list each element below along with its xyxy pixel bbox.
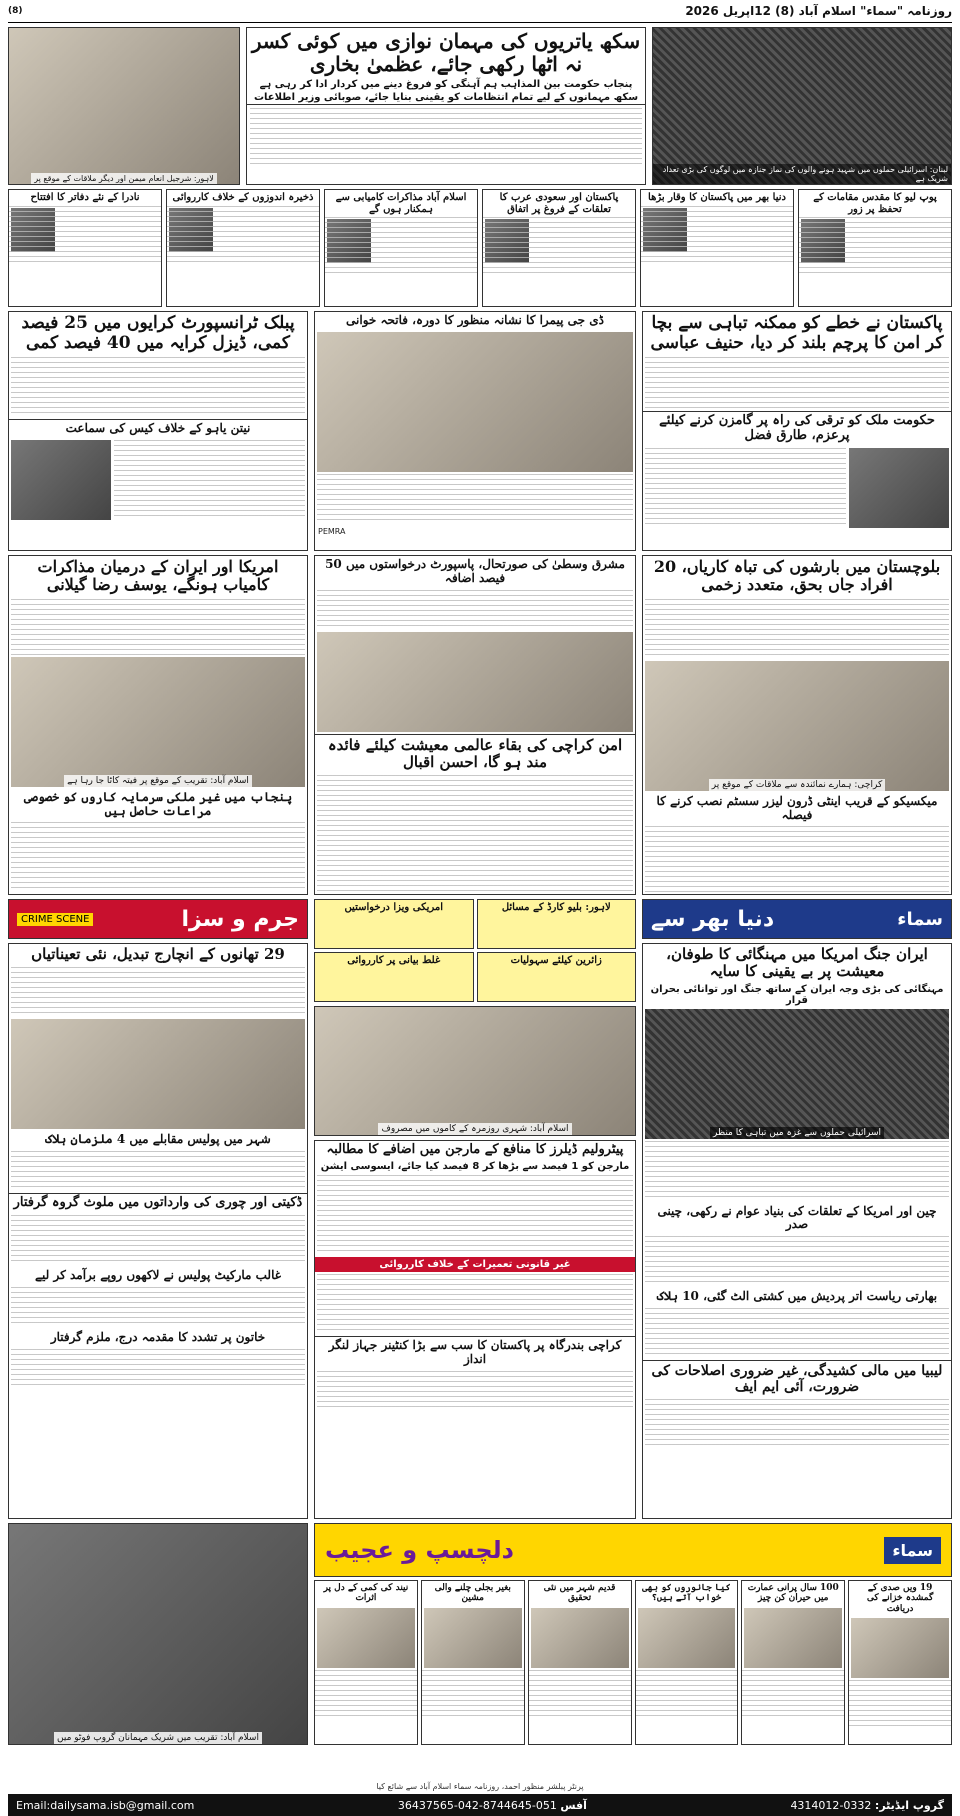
- top-headline: سکھ یاتریوں کی مہمان نوازی میں کوئی کسر نہ اٹھا رکھی جائے، عظمیٰ بخاری: [251, 29, 641, 76]
- balochistan-body: [645, 599, 949, 659]
- transport-story: [8, 311, 308, 551]
- fun-item-title: بغیر بجلی چلنے والی مشین: [434, 1583, 511, 1604]
- fun-banner: [314, 1523, 952, 1577]
- tariq-photo: [849, 448, 949, 528]
- woman-case-headline: خاتون پر تشدد کا مقدمہ درج، ملزم گرفتار: [50, 1329, 266, 1344]
- mini-headline: دنیا بھر میں پاکستان کا وقار بڑھا: [648, 192, 786, 203]
- balochistan-caption: کراچی: ہمارے نمائندہ سے ملاقات کے موقع پر: [709, 779, 886, 791]
- fun-item-photo: [531, 1608, 629, 1668]
- center-photo-caption: اسلام آباد: شہری روزمرہ کے کاموں میں مصروف: [378, 1123, 571, 1135]
- fun-item-body: [849, 1680, 951, 1730]
- fun-item-title: کیا جانوروں کو بھی خواب آتے ہیں؟: [642, 1583, 731, 1604]
- masthead: [8, 0, 952, 23]
- group-photo-caption: اسلام آباد: تقریب میں شریک مہمانان گروپ فوٹو میں: [54, 1732, 262, 1744]
- passport-headline: مشرق وسطیٰ کی صورتحال، پاسپورٹ درخواستوں میں 50 فیصد اضافہ: [325, 557, 625, 585]
- investors-body: [11, 822, 305, 892]
- market-body: [11, 1287, 305, 1327]
- tariq-body: [645, 448, 846, 528]
- port-body: [317, 1371, 633, 1411]
- fun-section: [314, 1523, 952, 1745]
- mini-story: [8, 189, 162, 307]
- fun-item-title: 100 سال پرانی عمارت میں حیران کن چیز: [747, 1583, 839, 1604]
- encounter-body: [11, 1151, 305, 1191]
- balochistan-photo: [645, 661, 949, 791]
- ahsan-headline: امن کراچی کی بقاء عالمی معیشت کیلئے فائدہ مند ہو گا، احسن اقبال: [315, 734, 635, 774]
- mini-body: [641, 206, 793, 262]
- fun-item-body: [315, 1670, 417, 1720]
- center-tag: [314, 952, 474, 1002]
- fun-item: [848, 1580, 952, 1745]
- fun-item: [421, 1580, 525, 1745]
- fun-banner-title: دلچسپ و عجیب: [325, 1536, 514, 1564]
- mini-headline: نادرا کے نئے دفاتر کا افتتاح: [30, 192, 140, 203]
- world-stories: [642, 943, 952, 1519]
- funeral-photo: [652, 27, 952, 185]
- world-headline: ایران جنگ امریکا میں مہنگائی کا طوفان، معیشت پر بے یقینی کا سایہ: [666, 945, 928, 981]
- fun-item: [635, 1580, 739, 1745]
- crime-headline: 29 تھانوں کے انچارج تبدیل، نئی تعیناتیاں: [31, 945, 285, 963]
- india-body: [645, 1308, 949, 1358]
- gilani-headline: امریکا اور ایران کے درمیان مذاکرات کامیاب ہونگے، یوسف رضا گیلانی: [37, 557, 279, 595]
- port-headline: کراچی بندرگاہ پر پاکستان کا سب سے بڑا کنٹینر جہاز لنگر انداز: [315, 1336, 635, 1369]
- mini-story: [482, 189, 636, 307]
- mini-body: [9, 206, 161, 262]
- meeting-photo: [8, 27, 240, 185]
- transport-body: [11, 357, 305, 417]
- fun-item-photo: [851, 1618, 949, 1678]
- mini-headline: اسلام آباد مذاکرات کامیابی سے ہمکنار ہوں گے: [335, 192, 467, 215]
- petroleum-story: [314, 1140, 636, 1519]
- mini-body: [799, 217, 951, 273]
- mini-story: [640, 189, 794, 307]
- center-tag: [477, 899, 637, 949]
- center-tag-text: غلط بیانی پر کارروائی: [347, 955, 441, 966]
- netanyahu-photo: [11, 440, 111, 520]
- robbery-body: [11, 1215, 305, 1265]
- china-headline: چین اور امریکا کے تعلقات کی بنیاد عوام نے رکھی، چینی صدر: [657, 1203, 937, 1232]
- top-subhead-1: پنجاب حکومت بین المذاہب ہم آہنگی کو فروغ دینے میں کردار ادا کر رہی ہے: [259, 79, 633, 90]
- top-story: [246, 27, 646, 185]
- mini-headline: ذخیرہ اندوزوں کے خلاف کارروائی: [172, 192, 314, 203]
- center-tag-text: لاہور: بلیو کارڈ کے مسائل: [501, 902, 611, 913]
- crime-scene-tag: CRIME SCENE: [17, 913, 93, 926]
- petroleum-sub: مارجن کو 1 فیصد سے بڑھا کر 8 فیصد کیا جائے، ایسوسی ایشن: [320, 1160, 630, 1172]
- petroleum-body: [317, 1175, 633, 1255]
- mini-body: [325, 217, 477, 273]
- pemra-photo: [317, 332, 633, 472]
- mini-story: [798, 189, 952, 307]
- pemra-body: [317, 474, 633, 524]
- fun-item-photo: [317, 1608, 415, 1668]
- world-banner: [642, 899, 952, 939]
- masthead-title: روزنامہ "سماء" اسلام آباد (8) 12اپریل 2026: [685, 4, 952, 18]
- netanyahu-body: [114, 440, 305, 520]
- pemra-story: [314, 311, 636, 551]
- fun-item-body: [742, 1670, 844, 1720]
- center-tag-text: زائرین کیلئے سہولیات: [510, 955, 602, 966]
- fun-brand: سماء: [884, 1537, 941, 1564]
- mini-headline: پوپ لیو کا مقدس مقامات کے تحفظ پر زور: [813, 192, 937, 215]
- office-phones: 051-8744645-042-36437565: [397, 1798, 557, 1812]
- fun-item-title: 19 ویں صدی کے گمشدہ خزانے کی دریافت: [866, 1583, 934, 1614]
- red-note: غیر قانونی تعمیرات کے خلاف کارروائی: [315, 1257, 635, 1272]
- encounter-headline: شہر میں پولیس مقابلے میں 4 ملزمان ہلاک: [45, 1132, 271, 1147]
- ribbon-photo: [11, 657, 305, 787]
- print-credit: پرنٹر پبلشر منظور احمد، روزنامہ سماء اسلام آباد سے شائع کیا: [376, 1782, 584, 1791]
- mini-story: [166, 189, 320, 307]
- crime-column: [8, 899, 308, 1519]
- center-photo: [314, 1006, 636, 1136]
- center-tag: [314, 899, 474, 949]
- india-headline: بھارتی ریاست اتر پردیش میں کشتی الٹ گئی، 10 ہلاک: [656, 1289, 938, 1304]
- footer-email[interactable]: Email:dailysama.isb@gmail.com: [16, 1798, 195, 1812]
- fun-item-photo: [638, 1608, 736, 1668]
- gaza-caption: اسرائیلی حملوں سے غزہ میں تباہی کا منظر: [710, 1127, 884, 1139]
- pemra-caption: PEMRA: [318, 526, 346, 536]
- fun-item: [314, 1580, 418, 1745]
- editor-label: گروپ ایڈیٹر:: [874, 1798, 944, 1812]
- netanyahu-headline: نیتن یاہو کے خلاف کیس کی سماعت: [9, 419, 307, 438]
- ahsan-body: [317, 775, 633, 895]
- robbery-headline: ڈکیتی اور چوری کی وارداتوں میں ملوث گروہ گرفتار: [9, 1193, 307, 1213]
- center-tag-text: امریکی ویزا درخواستیں: [344, 902, 444, 913]
- world-banner-title: دنیا بھر سے: [651, 906, 775, 932]
- investors-headline: پنجاب میں غیر ملکی سرمایہ کاروں کو خصوصی مراعات حاصل ہیں: [23, 789, 293, 818]
- abbasi-headline: پاکستان نے خطے کو ممکنہ تباہی سے بچا کر امن کا پرچم بلند کر دیا، حنیف عباسی: [650, 313, 944, 353]
- center-body-2: [317, 1274, 633, 1334]
- transport-headline: پبلک ٹرانسپورٹ کرایوں میں 25 فیصد کمی، ڈیزل کرایہ میں 40 فیصد کمی: [21, 313, 295, 353]
- fun-item-body: [529, 1670, 631, 1720]
- office-label: آفس: [560, 1798, 587, 1812]
- fun-item-photo: [424, 1608, 522, 1668]
- top-body-text: [250, 108, 642, 164]
- fun-item-title: نیند کی کمی کے دل پر اثرات: [323, 1583, 409, 1604]
- gaza-photo: [645, 1009, 949, 1139]
- mini-body: [483, 217, 635, 273]
- crime-stories: [8, 943, 308, 1519]
- crime-photo: [11, 1019, 305, 1129]
- fun-item-body: [636, 1670, 738, 1720]
- fun-item-body: [422, 1670, 524, 1720]
- petroleum-headline: پیٹرولیم ڈیلرز کا منافع کے مارجن میں اضافے کا مطالبہ: [326, 1142, 624, 1157]
- balochistan-headline: بلوچستان میں بارشوں کی تباہ کاریاں، 20 افراد جاں بحق، متعدد زخمی: [653, 557, 941, 595]
- tariq-headline: حکومت ملک کو ترقی کی راہ پر گامزن کرنے کیلئے پرعزم، طارق فضل: [643, 411, 951, 446]
- meeting-hall-photo: [317, 632, 633, 732]
- center-tag: [477, 952, 637, 1002]
- world-brand: سماء: [897, 908, 943, 930]
- crime-body: [11, 967, 305, 1017]
- editor-phone: 0332-4314012: [790, 1798, 872, 1812]
- passport-body: [317, 590, 633, 630]
- abbasi-story: [642, 311, 952, 551]
- woman-case-body: [11, 1349, 305, 1389]
- masthead-page-no: (8): [8, 6, 23, 16]
- mini-body: [167, 206, 319, 262]
- fun-item: [741, 1580, 845, 1745]
- balochistan-story: [642, 555, 952, 895]
- group-photo: [8, 1523, 308, 1745]
- top-subhead-2: سکھ مہمانوں کے لیے تمام انتظامات کو یقینی بنایا جائے، صوبائی وزیر اطلاعات: [247, 91, 645, 105]
- abbasi-body: [645, 357, 949, 409]
- meeting-caption: لاہور: شرجیل انعام میمن اور دیگر ملاقات کے موقع پر: [31, 173, 217, 184]
- fun-item-photo: [744, 1608, 842, 1668]
- mexico-headline: میکسیکو کے قریب اینٹی ڈرون لیزر سسٹم نصب کرنے کا فیصلہ: [656, 793, 938, 822]
- footer-bar: [8, 1794, 952, 1816]
- passport-story: [314, 555, 636, 895]
- world-body: [645, 1141, 949, 1201]
- crime-banner-title: جرم و سزا: [181, 906, 299, 932]
- gilani-body: [11, 599, 305, 655]
- market-headline: غالب مارکیٹ پولیس نے لاکھوں روپے برآمد کر لیے: [35, 1267, 281, 1282]
- imf-body: [645, 1399, 949, 1449]
- gilani-story: [8, 555, 308, 895]
- mini-headline: پاکستان اور سعودی عرب کا تعلقات کے فروغ پر اتفاق: [499, 192, 619, 215]
- imf-headline: لیبیا میں مالی کشیدگی، غیر ضروری اصلاحات کی ضرورت، آئی ایم ایف: [643, 1360, 951, 1397]
- center-column: [314, 899, 636, 1519]
- world-column: [642, 899, 952, 1519]
- pemra-headline: ڈی جی پیمرا کا نشانہ منظور کا دورہ، فاتحہ خوانی: [346, 313, 604, 327]
- mexico-body: [645, 826, 949, 895]
- fun-item: [528, 1580, 632, 1745]
- footer-editor: [790, 1799, 944, 1812]
- mini-story: [324, 189, 478, 307]
- crime-banner: [8, 899, 308, 939]
- world-sub: مہنگائی کی بڑی وجہ ایران کے ساتھ جنگ اور توانائی بحران قرار: [650, 983, 944, 1006]
- fun-item-title: قدیم شہر میں نئی تحقیق: [543, 1583, 616, 1604]
- china-body: [645, 1236, 949, 1286]
- footer-office: [398, 1799, 587, 1812]
- ribbon-caption: اسلام آباد: تقریب کے موقع پر فیتہ کاٹا جا رہا ہے: [64, 775, 252, 787]
- funeral-caption: لبنان: اسرائیلی حملوں میں شہید ہونے والوں کی نماز جنازہ میں لوگوں کی بڑی تعداد شریک ہے: [653, 164, 951, 184]
